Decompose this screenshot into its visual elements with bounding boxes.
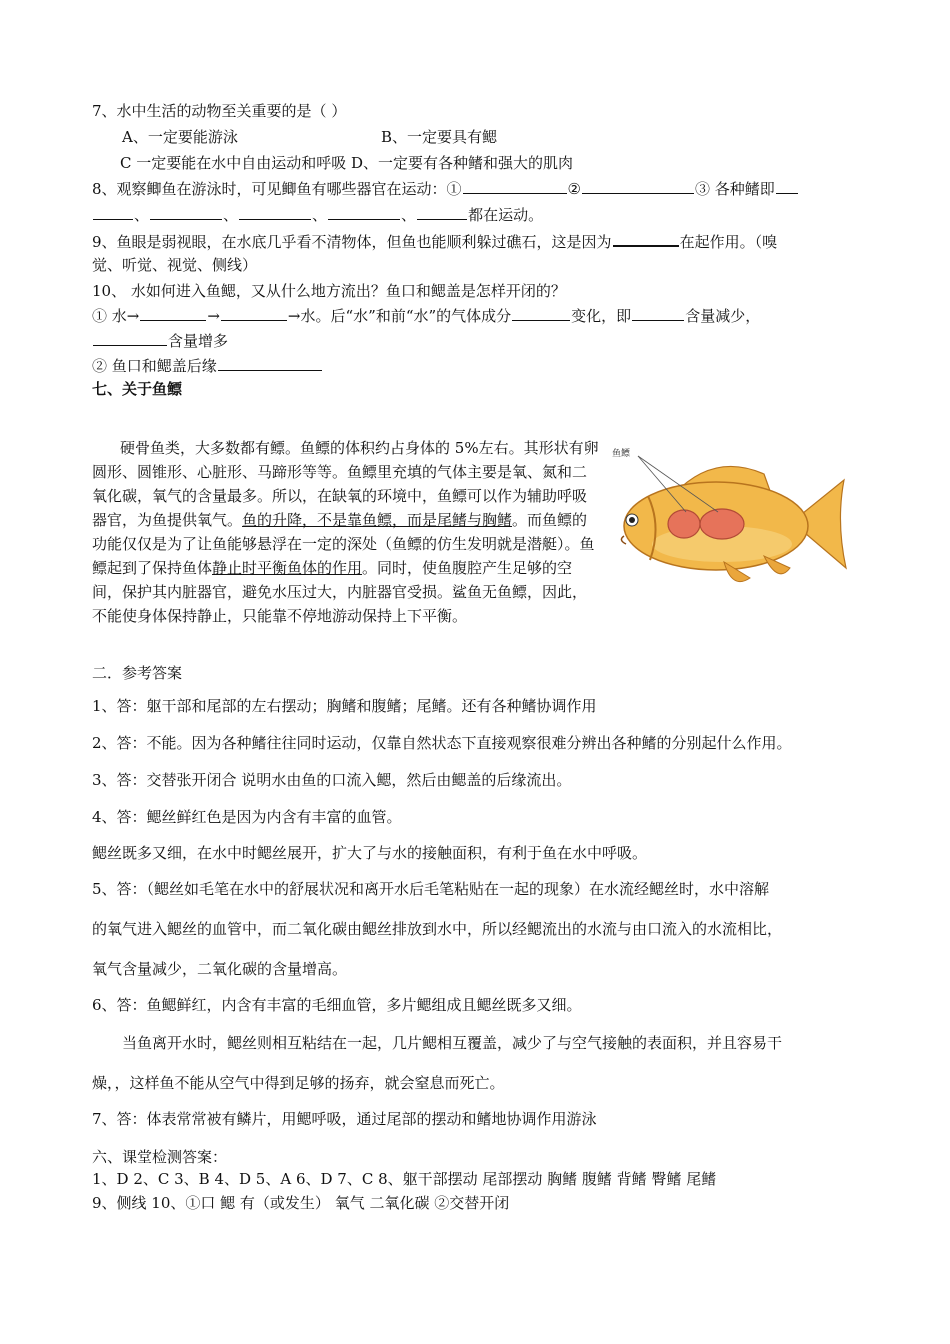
q8-sep: 、 bbox=[223, 206, 239, 224]
swim-bladder-rear bbox=[700, 509, 744, 539]
q8-blank-2 bbox=[582, 178, 694, 194]
q8-blank-1 bbox=[463, 178, 567, 194]
q7-option-a: A、一定要能游泳 bbox=[122, 128, 238, 146]
q8-blank-3 bbox=[776, 178, 798, 194]
answer-4: 4、答：鳃丝鲜红色是因为内含有丰富的血管。 bbox=[92, 808, 402, 826]
q8-sep: 、 bbox=[401, 206, 417, 224]
q10-line1 bbox=[92, 305, 760, 327]
q8-blank-5 bbox=[150, 204, 222, 220]
q10-l3: ② 鱼口和鳃盖后缘 bbox=[92, 357, 217, 375]
q10-l1a: ① 水→ bbox=[92, 307, 140, 325]
q8-blank-8 bbox=[417, 204, 467, 220]
q7-stem: 7、水中生活的动物至关重要的是（ ） bbox=[92, 102, 347, 120]
fish-pupil bbox=[629, 517, 635, 523]
answer-5: 5、答：（鳃丝如毛笔在水中的舒展状况和离开水后毛笔粘贴在一起的现象）在水流经鳃丝时，水中溶解 bbox=[92, 880, 770, 898]
section-title: 七、关于鱼鳔 bbox=[92, 380, 183, 398]
q7-option-b: B、一定要具有鳃 bbox=[381, 128, 498, 146]
paragraph-part-1: 硬骨鱼类，大多数都有鳔。鱼鳔的体积约占身体的 5%左右。其形状有卵圆形、圆锥形、心脏形、马蹄形等等。鱼鳔里充填的气体主要是氧、氮和二氧化碳，氧气的含量最多。所以，在缺氧的环境中，鱼鳔可以作为辅助呼吸器官，为鱼提供氧气。 bbox=[92, 439, 599, 529]
q8-blank-4 bbox=[93, 204, 133, 220]
swim-bladder-paragraph bbox=[92, 436, 600, 628]
q10-blank-5 bbox=[93, 330, 167, 346]
q9-text-1: 9、鱼眼是弱视眼，在水底几乎看不清物体，但鱼也能顺利躲过礁石，这是因为 bbox=[92, 233, 612, 251]
q8-line1 bbox=[92, 178, 799, 200]
q9-line2: 觉、听觉、视觉、侧线） bbox=[92, 256, 258, 274]
answer-6: 6、答：鱼鳃鲜红，内含有丰富的毛细血管，多片鳃组成且鳃丝既多又细。 bbox=[92, 996, 582, 1014]
q8-mark-2: ② bbox=[567, 180, 581, 198]
q10-blank-6 bbox=[218, 355, 322, 371]
q10-l2: 含量增多 bbox=[168, 332, 229, 350]
class-test-title: 六、课堂检测答案： bbox=[92, 1148, 228, 1166]
answer-1: 1、答：躯干部和尾部的左右摆动；胸鳍和腹鳍；尾鳍。还有各种鳍协调作用 bbox=[92, 697, 597, 715]
q10-blank-3 bbox=[512, 305, 570, 321]
answer-5b: 的氧气进入鳃丝的血管中，而二氧化碳由鳃丝排放到水中，所以经鳃流出的水流与由口流入的水流相比， bbox=[92, 920, 783, 938]
q8-line2 bbox=[92, 204, 543, 226]
q8-blank-7 bbox=[328, 204, 400, 220]
fish-label: 鱼鳔 bbox=[612, 449, 631, 459]
q10-l1d: 含量减少， bbox=[685, 307, 761, 325]
q10-blank-2 bbox=[221, 305, 287, 321]
fish-illustration bbox=[604, 444, 850, 600]
answer-6c: 燥，，这样鱼不能从空气中得到足够的扬弃，就会窒息而死亡。 bbox=[92, 1074, 505, 1092]
q8-prefix: 8、观察鲫鱼在游泳时，可见鲫鱼有哪些器官在运动：① bbox=[92, 180, 462, 198]
q8-blank-6 bbox=[239, 204, 311, 220]
answer-4b: 鳃丝既多又细，在水中时鳃丝展开，扩大了与水的接触面积，有利于鱼在水中呼吸。 bbox=[92, 844, 648, 862]
q10-l1b: →水。后“水”和前“水”的气体成分 bbox=[287, 307, 512, 325]
paragraph-part-2: 。而鱼鳔的功能仅仅是为了让鱼能够悬浮在一定的深处（鱼鳔的仿生发明就是潜艇）。鱼鳔起到了保持鱼体 bbox=[92, 511, 595, 577]
q8-mark-3: ③ 各种鳍即 bbox=[695, 180, 775, 198]
q9-blank bbox=[613, 230, 679, 247]
class-test-line-1: 1、D 2、C 3、B 4、D 5、A 6、D 7、C 8、躯干部摆动 尾部摆动 胸鳍 腹鳍 背鳍 臀鳍 尾鳍 bbox=[92, 1170, 717, 1188]
answer-7: 7、答：体表常常被有鳞片，用鳃呼吸，通过尾部的摆动和鳍地协调作用游泳 bbox=[92, 1110, 597, 1128]
q10-stem: 10、 水如何进入鱼鳃，又从什么地方流出？鱼口和鳃盖是怎样开闭的？ bbox=[92, 282, 566, 300]
fish-mouth bbox=[621, 536, 626, 544]
answer-2: 2、答：不能。因为各种鳍往往同时运动，仅靠自然状态下直接观察很难分辨出各种鳍的分别起什么作用。 bbox=[92, 734, 792, 752]
q10-line3 bbox=[92, 355, 323, 377]
q10-blank-4 bbox=[632, 305, 684, 321]
q8-end: 都在运动。 bbox=[468, 206, 544, 224]
answer-5c: 氧气含量减少，二氧化碳的含量增高。 bbox=[92, 960, 348, 978]
q9-text-2: 在起作用。（嗅 bbox=[679, 233, 778, 251]
answer-6b: 当鱼离开水时，鳃丝则相互粘结在一起，几片鳃相互覆盖，减少了与空气接触的表面积，并且容易干 bbox=[122, 1034, 783, 1052]
paragraph-underline-2: 静止时平衡鱼体的作用 bbox=[212, 559, 363, 577]
swim-bladder-front bbox=[668, 510, 700, 538]
q10-arrow: → bbox=[207, 307, 220, 325]
q10-blank-1 bbox=[140, 305, 206, 321]
q10-l1c: 变化，即 bbox=[571, 307, 632, 325]
fish-svg bbox=[604, 444, 850, 600]
paragraph-underline-1: 鱼的升降，不是靠鱼鳔，而是尾鳍与胸鳍 bbox=[242, 511, 513, 529]
q7-option-cd: C 一定要能在水中自由运动和呼吸 D、一定要有各种鳍和强大的肌肉 bbox=[120, 154, 574, 172]
q9-line1 bbox=[92, 230, 777, 253]
paragraph-part-3: 。同时，使鱼腹腔产生足够的空间，保护其内脏器官，避免水压过大，内脏器官受损。鲨鱼无鱼鳔，因此，不能使身体保持静止，只能靠不停地游动保持上下平衡。 bbox=[92, 559, 588, 625]
q10-line2 bbox=[92, 330, 228, 352]
answers-title: 二．参考答案 bbox=[92, 664, 183, 682]
class-test-line-2: 9、侧线 10、①口 鳃 有（或发生） 氧气 二氧化碳 ②交替开闭 bbox=[92, 1194, 510, 1212]
q8-sep: 、 bbox=[134, 206, 150, 224]
q8-sep: 、 bbox=[312, 206, 328, 224]
answer-3: 3、答：交替张开闭合 说明水由鱼的口流入鳃，然后由鳃盖的后缘流出。 bbox=[92, 771, 572, 789]
